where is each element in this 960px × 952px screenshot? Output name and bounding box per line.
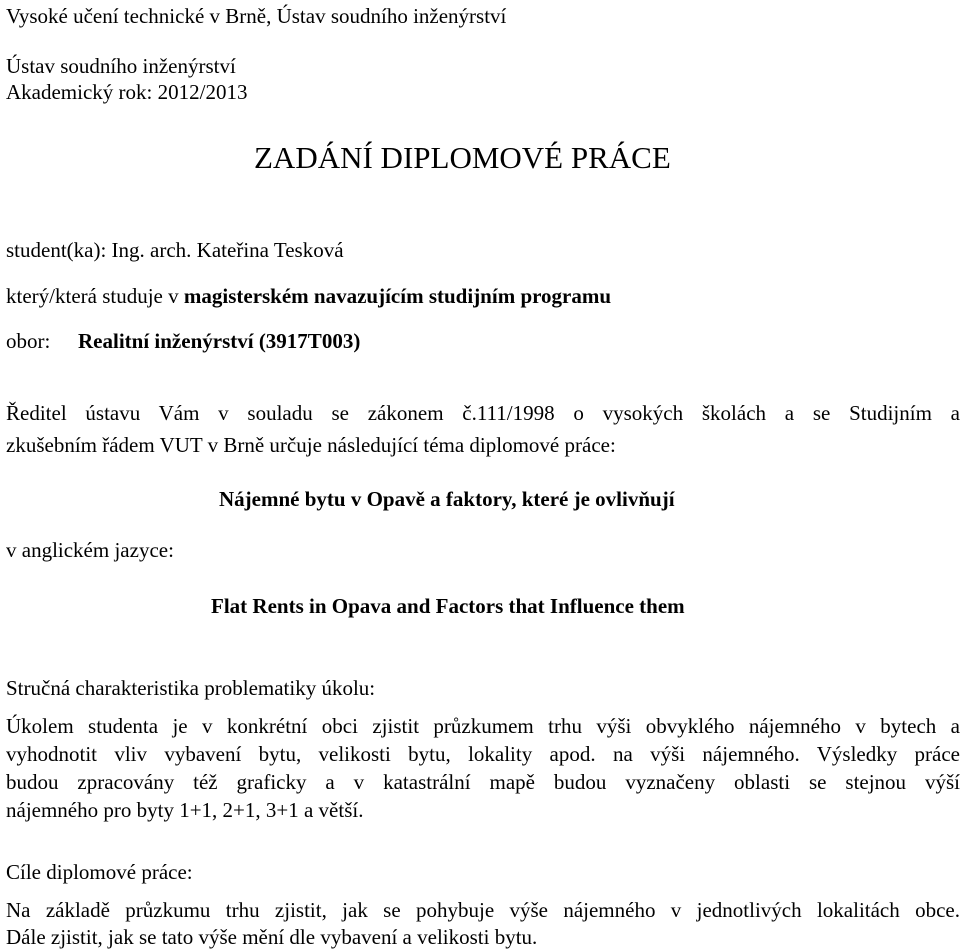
topic-czech: Nájemné bytu v Opavě a faktory, které je ovlivňují [219,487,675,511]
student-line: student(ka): Ing. arch. Kateřina Tesková [6,238,344,262]
study-program-name: magisterském navazujícím studijním programu [183,284,612,308]
field-value: Realitní inženýrství (3917T003) [78,329,361,353]
goals-line-2: Dále zjistit, jak se tato výše mění dle vybavení a velikosti bytu. [6,925,538,949]
goals-text-1: Na základě průzkumu trhu zjistit, jak se pohybuje výše nájemného v jednotlivých lokalitách obce. [6,898,960,922]
english-topic-label: v anglickém jazyce: [6,538,174,562]
page-title: ZADÁNÍ DIPLOMOVÉ PRÁCE [254,140,671,175]
characteristics-line-2 [6,744,960,765]
study-program-prefix: který/která studuje v [6,284,184,308]
directive-line-1 [6,403,960,424]
characteristics-text-3: budou zpracovány též graficky a v katastrální mapě budou vyznačeny oblasti se stejnou výší [6,770,960,794]
characteristics-heading: Stručná charakteristika problematiky úkolu: [6,676,376,700]
department-line: Ústav soudního inženýrství [6,54,236,78]
academic-year-line: Akademický rok: 2012/2013 [6,80,248,104]
directive-line-2: zkušebním řádem VUT v Brně určuje následující téma diplomové práce: [6,433,616,457]
goals-line-1 [6,900,960,921]
study-program-line [6,286,611,307]
characteristics-line-3 [6,772,960,793]
characteristics-text-1: Úkolem studenta je v konkrétní obci zjistit průzkumem trhu výši obvyklého nájemného v bytech a [6,714,960,738]
characteristics-line-4: nájemného pro byty 1+1, 2+1, 3+1 a větší. [6,798,364,822]
institution-line: Vysoké učení technické v Brně, Ústav soudního inženýrství [6,4,507,28]
field-label: obor: [6,329,51,353]
topic-english: Flat Rents in Opava and Factors that Influence them [211,594,685,618]
goals-heading: Cíle diplomové práce: [6,860,193,884]
characteristics-text-2: vyhodnotit vliv vybavení bytu, velikosti bytu, lokality apod. na výši nájemného. Výsledky práce [6,742,960,766]
directive-text-1: Ředitel ústavu Vám v souladu se zákonem č.111/1998 o vysokých školách a se Studijním a [6,401,960,425]
characteristics-line-1 [6,716,960,737]
